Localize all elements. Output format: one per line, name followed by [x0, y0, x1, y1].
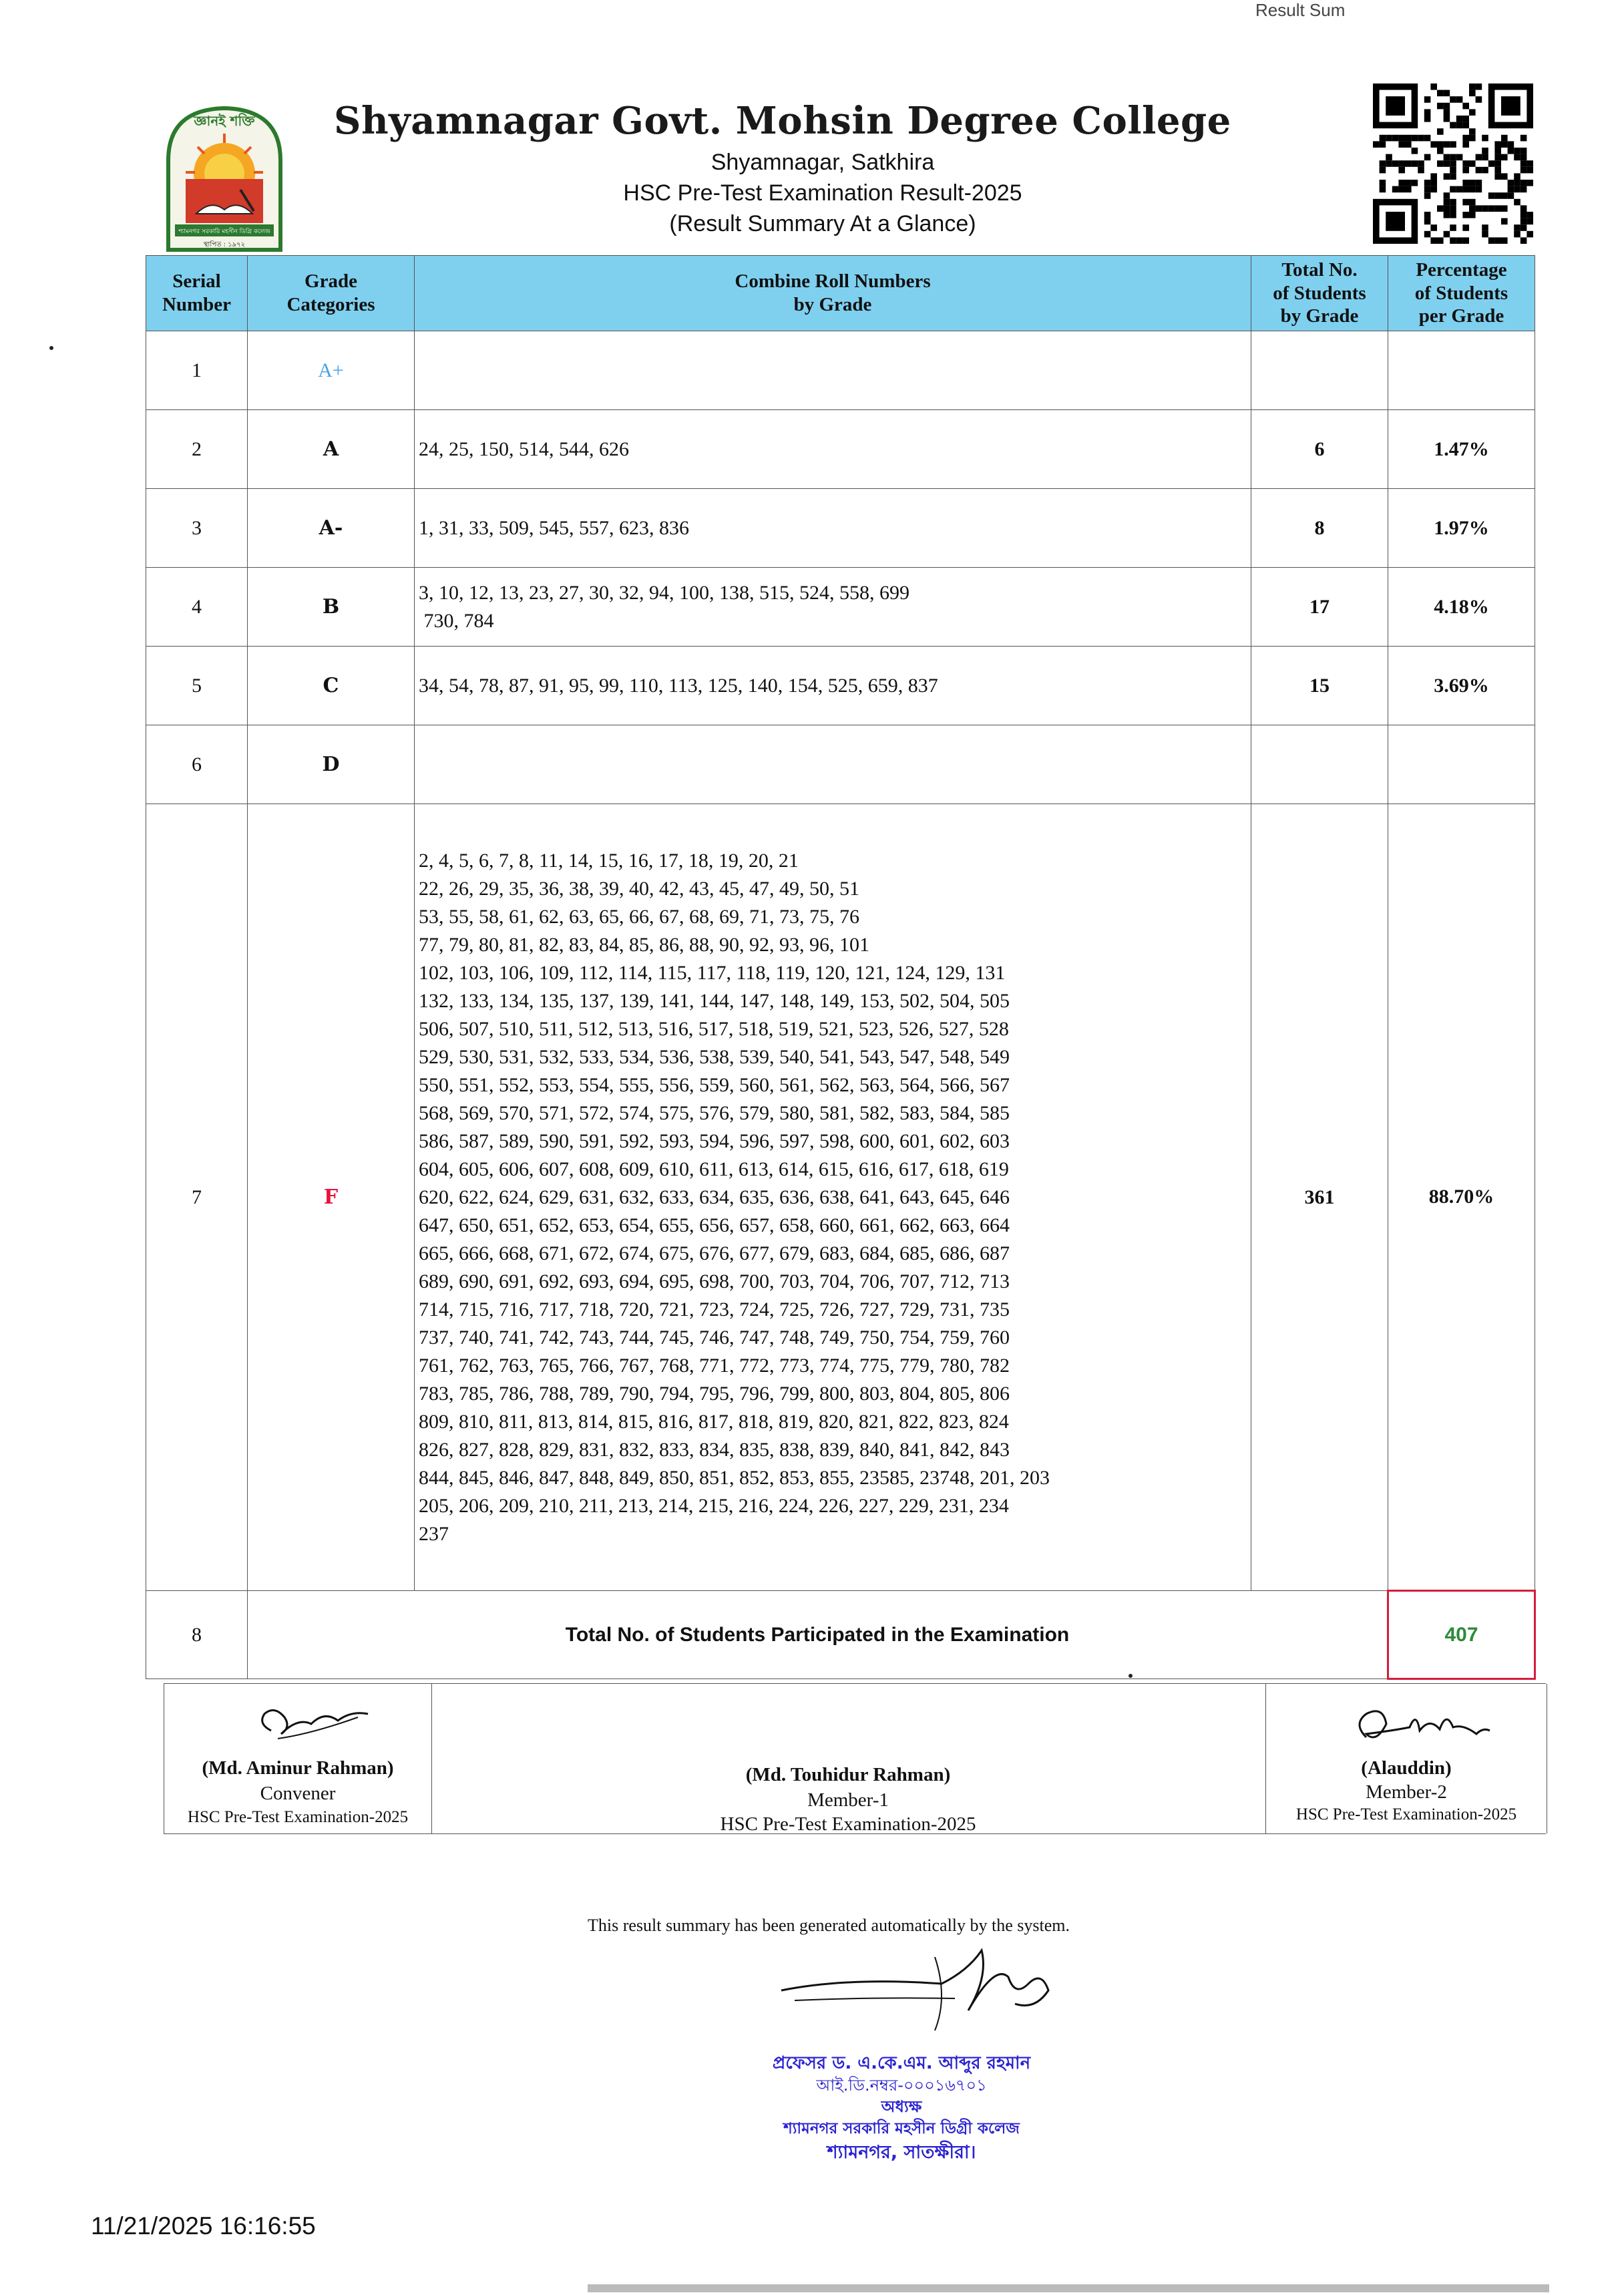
- college-name: Shyamnagar Govt. Mohsin Degree College: [334, 99, 1231, 143]
- roll-line: 737, 740, 741, 742, 743, 744, 745, 746, 747, 748, 749, 750, 754, 759, 760: [419, 1326, 1010, 1349]
- total-cell: [1251, 725, 1388, 804]
- result-summary-table: [146, 255, 1536, 1680]
- print-timestamp: 11/21/2025 16:16:55: [91, 2212, 316, 2240]
- total-cell: 17: [1251, 568, 1388, 647]
- percent-cell: [1388, 725, 1535, 804]
- roll-line: 826, 827, 828, 829, 831, 832, 833, 834, 835, 838, 839, 840, 841, 842, 843: [419, 1438, 1010, 1461]
- table-row: [146, 410, 1535, 489]
- qr-code: [1373, 83, 1533, 244]
- table-row: [146, 331, 1535, 410]
- signatory-member-2: [1265, 1684, 1547, 1833]
- total-cell: 8: [1251, 489, 1388, 568]
- percent-cell: 3.69%: [1388, 647, 1535, 725]
- roll-line: 237: [419, 1522, 449, 1545]
- grade-cell: A: [248, 410, 415, 489]
- serial-cell: 2: [146, 410, 248, 489]
- rolls-cell: [415, 647, 1251, 725]
- header-total: Total No. of Students by Grade: [1251, 256, 1388, 331]
- signatory-exam: HSC Pre-Test Examination-2025: [720, 1813, 976, 1835]
- college-location: Shyamnagar, Satkhira: [710, 150, 935, 175]
- grade-cell: F: [248, 804, 415, 1591]
- signatory-exam: HSC Pre-Test Examination-2025: [1295, 1805, 1517, 1823]
- grade-cell: A-: [248, 489, 415, 568]
- total-cell: 15: [1251, 647, 1388, 725]
- seal-id: আই.ডি.নম্বর-০০০১৬৭০১: [816, 2076, 987, 2095]
- grade-cell: A+: [248, 331, 415, 410]
- seal-address: শ্যামনগর, সাতক্ষীরা।: [827, 2142, 976, 2163]
- college-logo: [159, 99, 290, 252]
- serial-cell: 6: [146, 725, 248, 804]
- serial-cell: 4: [146, 568, 248, 647]
- header-serial: Serial Number: [146, 256, 248, 331]
- table-row: [146, 489, 1535, 568]
- top-cropped-text: Result Sum: [1255, 0, 1346, 20]
- roll-line: 205, 206, 209, 210, 211, 213, 214, 215, 216, 224, 226, 227, 229, 231, 234: [419, 1494, 1009, 1517]
- table-row: [146, 568, 1535, 647]
- signature-section: [164, 1683, 1546, 1834]
- roll-line: 844, 845, 846, 847, 848, 849, 850, 851, 852, 853, 855, 23585, 23748, 201, 203: [419, 1466, 1050, 1489]
- roll-line: 586, 587, 589, 590, 591, 592, 593, 594, 596, 597, 598, 600, 601, 602, 603: [419, 1129, 1010, 1152]
- roll-line: 77, 79, 80, 81, 82, 83, 84, 85, 86, 88, 90, 92, 93, 96, 101: [419, 933, 869, 956]
- signatory-role: Member-2: [1366, 1781, 1447, 1803]
- roll-line: 1, 31, 33, 509, 545, 557, 623, 836: [419, 516, 689, 539]
- scan-edge-bar: [588, 2284, 1549, 2292]
- rolls-cell: [415, 725, 1251, 804]
- roll-line: 22, 26, 29, 35, 36, 38, 39, 40, 42, 43, 45, 47, 49, 50, 51: [419, 877, 859, 900]
- roll-line: 2, 4, 5, 6, 7, 8, 11, 14, 15, 16, 17, 18, 19, 20, 21: [419, 849, 799, 872]
- table-row: [146, 804, 1535, 1591]
- roll-line: 529, 530, 531, 532, 533, 534, 536, 538, 539, 540, 541, 543, 547, 548, 549: [419, 1045, 1010, 1068]
- total-participants-label: Total No. of Students Participated in the Examination: [248, 1591, 1388, 1679]
- serial-cell: 3: [146, 489, 248, 568]
- signatory-name: (Md. Aminur Rahman): [202, 1757, 394, 1779]
- seal-designation: অধ্যক্ষ: [881, 2097, 922, 2116]
- percent-cell: 4.18%: [1388, 568, 1535, 647]
- roll-line: 730, 784: [419, 609, 494, 632]
- auto-generated-note: This result summary has been generated automatically by the system.: [588, 1916, 1070, 1935]
- signatory-name: (Alauddin): [1361, 1757, 1452, 1779]
- rolls-cell: [415, 489, 1251, 568]
- roll-line: 665, 666, 668, 671, 672, 674, 675, 676, 677, 679, 683, 684, 685, 686, 687: [419, 1242, 1010, 1264]
- seal-college: শ্যামনগর সরকারি মহসীন ডিগ্রী কলেজ: [783, 2120, 1020, 2137]
- header-percentage: Percentage of Students per Grade: [1388, 256, 1535, 331]
- roll-line: 604, 605, 606, 607, 608, 609, 610, 611, 613, 614, 615, 616, 617, 618, 619: [419, 1158, 1009, 1180]
- signatory-member-1: [431, 1684, 1265, 1833]
- roll-line: 506, 507, 510, 511, 512, 513, 516, 517, 518, 519, 521, 523, 526, 527, 528: [419, 1017, 1009, 1040]
- rolls-cell: [415, 331, 1251, 410]
- rolls-cell: [415, 568, 1251, 647]
- summary-title: (Result Summary At a Glance): [669, 211, 976, 236]
- principal-signature: [768, 1937, 1075, 2037]
- total-cell: [1251, 331, 1388, 410]
- roll-line: 132, 133, 134, 135, 137, 139, 141, 144, 147, 148, 149, 153, 502, 504, 505: [419, 989, 1010, 1012]
- total-participants-value: 407: [1388, 1591, 1535, 1679]
- signatory-role: Member-1: [807, 1789, 889, 1811]
- seal-name: প্রফেসর ড. এ.কে.এম. আব্দুর রহমান: [772, 2053, 1031, 2073]
- signatory-exam: HSC Pre-Test Examination-2025: [187, 1808, 409, 1826]
- convener-signature: [251, 1697, 371, 1751]
- percent-cell: 1.97%: [1388, 489, 1535, 568]
- roll-line: 761, 762, 763, 765, 766, 767, 768, 771, 772, 773, 774, 775, 779, 780, 782: [419, 1354, 1010, 1377]
- roll-line: 24, 25, 150, 514, 544, 626: [419, 437, 629, 460]
- rolls-cell: [415, 804, 1251, 1591]
- roll-line: 809, 810, 811, 813, 814, 815, 816, 817, 818, 819, 820, 821, 822, 823, 824: [419, 1410, 1009, 1433]
- rolls-cell: [415, 410, 1251, 489]
- signatory-name: (Md. Touhidur Rahman): [745, 1764, 951, 1785]
- roll-line: 783, 785, 786, 788, 789, 790, 794, 795, 796, 799, 800, 803, 804, 805, 806: [419, 1382, 1010, 1405]
- serial-cell: 1: [146, 331, 248, 410]
- logo-motto-text: জ্ঞানই শক্তি: [194, 113, 255, 129]
- roll-line: 647, 650, 651, 652, 653, 654, 655, 656, 657, 658, 660, 661, 662, 663, 664: [419, 1214, 1010, 1236]
- grade-cell: D: [248, 725, 415, 804]
- roll-line: 620, 622, 624, 629, 631, 632, 633, 634, 635, 636, 638, 641, 643, 645, 646: [419, 1186, 1010, 1208]
- grade-cell: B: [248, 568, 415, 647]
- percent-cell: 1.47%: [1388, 410, 1535, 489]
- serial-cell: 5: [146, 647, 248, 725]
- header-rolls: Combine Roll Numbers by Grade: [415, 256, 1251, 331]
- header-grade: Grade Categories: [248, 256, 415, 331]
- grade-cell: C: [248, 647, 415, 725]
- roll-line: 568, 569, 570, 571, 572, 574, 575, 576, 579, 580, 581, 582, 583, 584, 585: [419, 1101, 1010, 1124]
- percent-cell: 88.70%: [1388, 804, 1535, 1591]
- roll-line: 550, 551, 552, 553, 554, 555, 556, 559, 560, 561, 562, 563, 564, 566, 567: [419, 1073, 1010, 1096]
- roll-line: 34, 54, 78, 87, 91, 95, 99, 110, 113, 125, 140, 154, 525, 659, 837: [419, 674, 938, 697]
- scan-dot: [1129, 1674, 1133, 1678]
- serial-cell: 7: [146, 804, 248, 1591]
- roll-line: 53, 55, 58, 61, 62, 63, 65, 66, 67, 68, 69, 71, 73, 75, 76: [419, 905, 859, 928]
- logo-year-text: স্থাপিত : ১৯৭২: [203, 241, 246, 248]
- member-2-signature: [1346, 1697, 1493, 1757]
- roll-line: 714, 715, 716, 717, 718, 720, 721, 723, 724, 725, 726, 727, 729, 731, 735: [419, 1298, 1010, 1320]
- logo-band-text: শ্যামনগর সরকারি মহসীন ডিগ্রি কলেজ: [178, 228, 270, 235]
- table-row: [146, 725, 1535, 804]
- signatory-role: Convener: [260, 1783, 336, 1804]
- percent-cell: [1388, 331, 1535, 410]
- roll-line: 102, 103, 106, 109, 112, 114, 115, 117, 118, 119, 120, 121, 124, 129, 131: [419, 961, 1006, 984]
- total-serial-cell: 8: [146, 1591, 248, 1679]
- table-header-row: [146, 256, 1535, 331]
- roll-line: 3, 10, 12, 13, 23, 27, 30, 32, 94, 100, 138, 515, 524, 558, 699: [419, 581, 909, 604]
- table-row: [146, 647, 1535, 725]
- total-cell: 361: [1251, 804, 1388, 1591]
- roll-line: 689, 690, 691, 692, 693, 694, 695, 698, 700, 703, 704, 706, 707, 712, 713: [419, 1270, 1010, 1292]
- total-row: [146, 1591, 1535, 1679]
- signatory-convener: [164, 1684, 432, 1833]
- total-cell: 6: [1251, 410, 1388, 489]
- exam-title: HSC Pre-Test Examination Result-2025: [623, 180, 1022, 206]
- scan-dot: [49, 346, 53, 350]
